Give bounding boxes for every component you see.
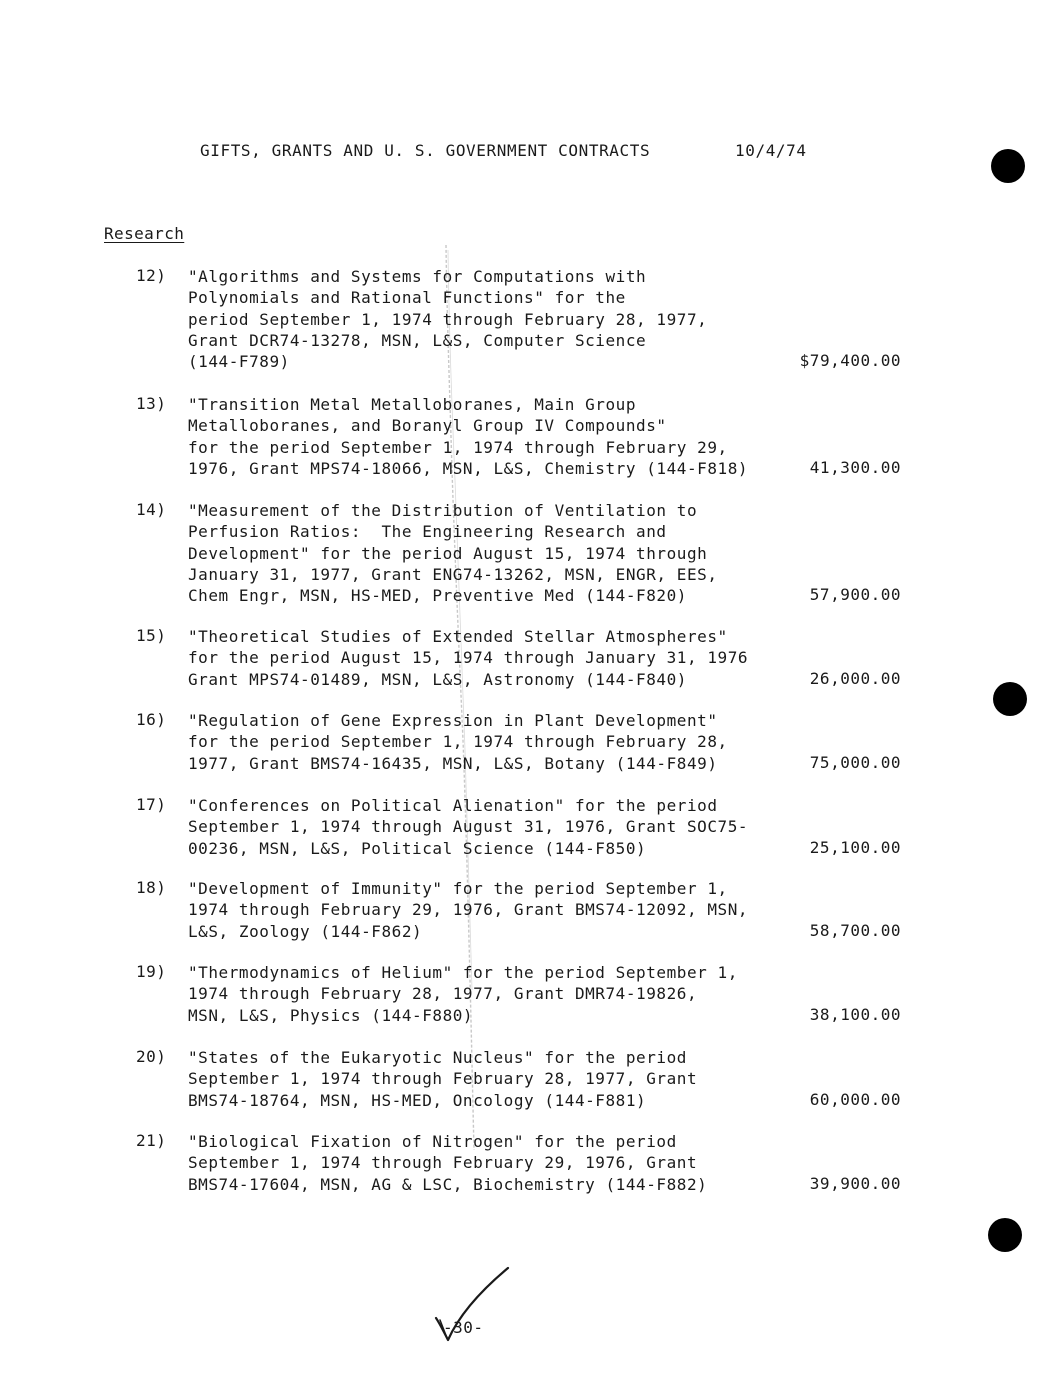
entry-description-line: "Measurement of the Distribution of Ventilation to bbox=[188, 501, 698, 520]
entry-amount: 58,700.00 bbox=[809, 920, 901, 940]
entry-description-line: "Biological Fixation of Nitrogen" for the period bbox=[188, 1132, 677, 1151]
entry-description-line: MSN, L&S, Physics (144-F880) bbox=[188, 1005, 474, 1025]
entry-description-line: Grant DCR74-13278, MSN, L&S, Computer Science bbox=[188, 330, 647, 350]
entry-description-line: "States of the Eukaryotic Nucleus" for the period bbox=[188, 1048, 687, 1067]
entry-description bbox=[188, 710, 728, 774]
entry-description-line: September 1, 1974 through February 29, 1976, Grant bbox=[188, 1153, 698, 1173]
entry-description-line: "Algorithms and Systems for Computations with bbox=[188, 267, 647, 286]
document-date: 10/4/74 bbox=[735, 141, 807, 160]
entry-amount: 25,100.00 bbox=[809, 837, 901, 857]
entry-number: 13) bbox=[136, 394, 167, 413]
entry-description-line: Development" for the period August 15, 1974 through bbox=[188, 543, 708, 563]
entry-description bbox=[188, 795, 748, 859]
entry-description bbox=[188, 1047, 697, 1111]
entry-number: 16) bbox=[136, 710, 167, 729]
entry-number: 18) bbox=[136, 878, 167, 897]
page-number: -30- bbox=[443, 1318, 484, 1337]
entry-amount: 26,000.00 bbox=[809, 668, 901, 688]
entry-amount: $79,400.00 bbox=[799, 351, 901, 371]
entry-description-line: September 1, 1974 through February 28, 1977, Grant bbox=[188, 1069, 698, 1089]
entry-number: 15) bbox=[136, 626, 167, 645]
entry-description bbox=[188, 266, 707, 372]
entry-description-line: Polynomials and Rational Functions" for the bbox=[188, 288, 626, 308]
document-title: GIFTS, GRANTS AND U. S. GOVERNMENT CONTRACTS bbox=[200, 141, 651, 160]
entry-description-line: for the period August 15, 1974 through January 31, 1976 bbox=[188, 648, 749, 668]
entry-number: 14) bbox=[136, 500, 167, 519]
entry-number: 21) bbox=[136, 1131, 167, 1150]
entry-description-line: "Conferences on Political Alienation" for the period bbox=[188, 796, 718, 815]
entry-description-line: period September 1, 1974 through February 28, 1977, bbox=[188, 309, 708, 329]
handwritten-checkmark-icon bbox=[430, 1262, 520, 1352]
punch-hole-middle bbox=[993, 682, 1027, 716]
entry-description bbox=[188, 878, 748, 942]
entry-description bbox=[188, 1131, 707, 1195]
entry-description-line: BMS74-18764, MSN, HS-MED, Oncology (144-F881) bbox=[188, 1090, 647, 1110]
entry-description-line: Grant MPS74-01489, MSN, L&S, Astronomy (144-F840) bbox=[188, 669, 687, 689]
entry-amount: 75,000.00 bbox=[809, 752, 901, 772]
entry-description-line: 1974 through February 29, 1976, Grant BMS74-12092, MSN, bbox=[188, 900, 749, 920]
entry-description-line: "Development of Immunity" for the period September 1, bbox=[188, 879, 728, 898]
entry-description-line: Perfusion Ratios: The Engineering Research and bbox=[188, 522, 667, 542]
punch-hole-bottom bbox=[988, 1218, 1022, 1252]
entry-description-line: 00236, MSN, L&S, Political Science (144-F850) bbox=[188, 838, 647, 858]
entry-amount: 60,000.00 bbox=[809, 1089, 901, 1109]
entry-description bbox=[188, 962, 738, 1026]
entry-amount: 38,100.00 bbox=[809, 1004, 901, 1024]
entry-description-line: 1974 through February 28, 1977, Grant DMR74-19826, bbox=[188, 984, 698, 1004]
entry-description-line: 1977, Grant BMS74-16435, MSN, L&S, Botany (144-F849) bbox=[188, 753, 718, 773]
entry-amount: 41,300.00 bbox=[809, 457, 901, 477]
entry-description-line: September 1, 1974 through August 31, 1976, Grant SOC75- bbox=[188, 817, 749, 837]
entry-amount: 39,900.00 bbox=[809, 1173, 901, 1193]
punch-hole-top bbox=[991, 149, 1025, 183]
entry-description bbox=[188, 500, 718, 606]
entry-description-line: (144-F789) bbox=[188, 352, 290, 372]
entry-number: 20) bbox=[136, 1047, 167, 1066]
entry-description bbox=[188, 394, 748, 479]
entry-description bbox=[188, 626, 748, 690]
entry-description-line: for the period September 1, 1974 through February 28, bbox=[188, 732, 728, 752]
entry-description-line: 1976, Grant MPS74-18066, MSN, L&S, Chemistry (144-F818) bbox=[188, 458, 749, 478]
entry-description-line: for the period September 1, 1974 through February 29, bbox=[188, 437, 728, 457]
section-title: Research bbox=[104, 224, 185, 243]
entry-description-line: Metalloboranes, and Boranyl Group IV Compounds" bbox=[188, 416, 667, 436]
entry-description-line: "Theoretical Studies of Extended Stellar Atmospheres" bbox=[188, 627, 728, 646]
entry-description-line: L&S, Zoology (144-F862) bbox=[188, 921, 423, 941]
entry-description-line: Chem Engr, MSN, HS-MED, Preventive Med (144-F820) bbox=[188, 586, 687, 606]
entry-description-line: "Transition Metal Metalloboranes, Main Group bbox=[188, 395, 637, 414]
entry-number: 12) bbox=[136, 266, 167, 285]
entry-number: 17) bbox=[136, 795, 167, 814]
entry-description-line: January 31, 1977, Grant ENG74-13262, MSN, ENGR, EES, bbox=[188, 564, 718, 584]
entry-description-line: "Regulation of Gene Expression in Plant Development" bbox=[188, 711, 718, 730]
entry-amount: 57,900.00 bbox=[809, 585, 901, 605]
entry-description-line: "Thermodynamics of Helium" for the period September 1, bbox=[188, 963, 738, 982]
entry-description-line: BMS74-17604, MSN, AG & LSC, Biochemistry (144-F882) bbox=[188, 1174, 708, 1194]
entry-number: 19) bbox=[136, 962, 167, 981]
